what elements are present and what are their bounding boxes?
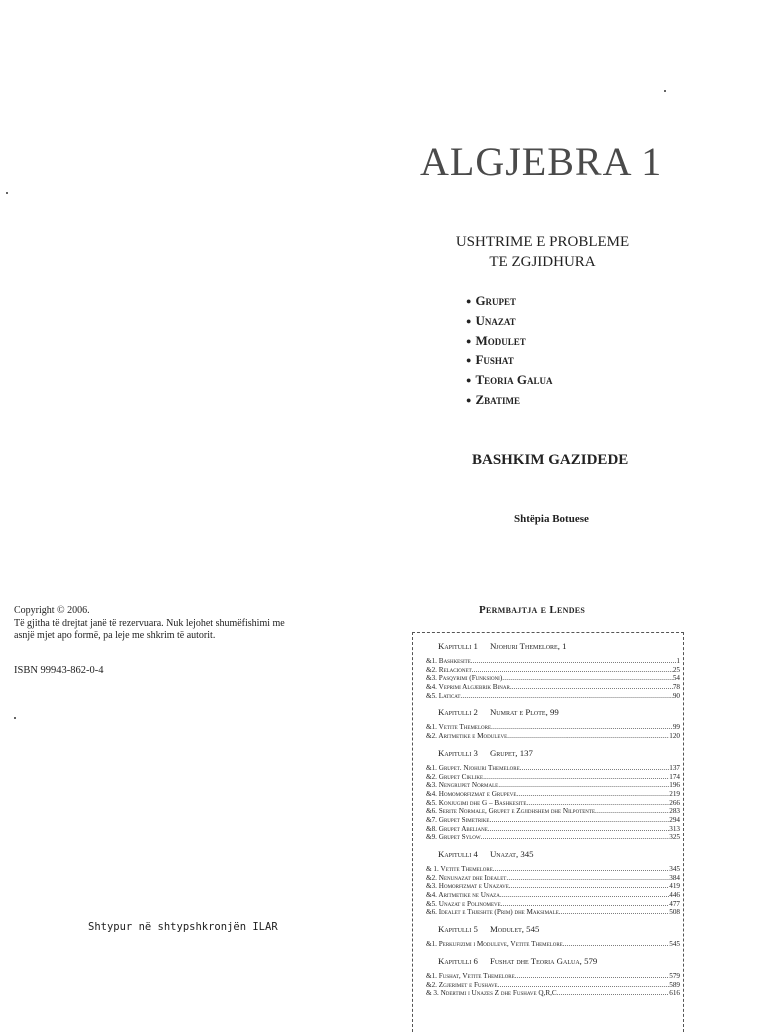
table-of-contents	[412, 632, 684, 1032]
toc-entry	[426, 773, 680, 782]
toc-entry	[426, 865, 680, 874]
toc-page-number: 508	[669, 908, 680, 917]
chapter-entries	[426, 972, 683, 998]
toc-page-number: 99	[672, 723, 680, 732]
toc-entry-text: &1. Grupet. Njohuri Themelore	[426, 763, 520, 772]
scan-speck	[664, 90, 666, 92]
toc-page-number: 446	[669, 891, 680, 900]
toc-page-number: 283	[669, 807, 680, 816]
topic-item	[466, 292, 552, 312]
toc-page-number: 345	[669, 865, 680, 873]
dot-leader	[481, 833, 670, 842]
toc-entry-text: &3. Nengrupet Normale	[426, 781, 499, 790]
copyright-line-3: asnjë mjet apo formë, pa leje me shkrim të autorit.	[14, 630, 216, 642]
topic-label: Unazat	[475, 312, 516, 328]
chapter-label: Kapitulli 4	[438, 849, 478, 859]
toc-entry	[426, 816, 680, 825]
toc-entry-text: &8. Grupet Abeliane	[426, 824, 488, 833]
toc-page-number: 25	[672, 665, 680, 674]
chapter-entries	[426, 940, 683, 949]
dot-leader	[472, 666, 673, 675]
chapter-title: Fushat dhe Teoria Galua, 579	[489, 955, 598, 966]
chapter-heading	[438, 748, 683, 758]
chapter-entries	[426, 723, 683, 740]
toc-entry-text: &2. Relacionet	[426, 665, 472, 674]
toc-page-number: 545	[669, 940, 680, 949]
chapter-label: Kapitulli 1	[438, 641, 478, 651]
printer-note: Shtypur në shtypshkronjën ILAR	[88, 921, 278, 933]
toc-entry	[426, 723, 680, 732]
bullet-icon: ●	[466, 355, 472, 366]
dot-leader	[595, 807, 669, 816]
toc-entry-text: & 3. Ndertimi i Unazes Z dhe Fushave Q,R,C	[426, 989, 557, 998]
toc-entry	[426, 900, 680, 909]
toc-entry	[426, 972, 680, 981]
chapter-entries	[426, 865, 683, 917]
chapter-title: Njohuri Themelore, 1	[489, 641, 567, 651]
toc-page-number: 196	[669, 781, 680, 790]
chapter-label: Kapitulli 3	[438, 747, 478, 758]
toc-page-number: 477	[669, 899, 680, 908]
dot-leader	[471, 657, 677, 666]
toc-page-number: 294	[669, 815, 680, 824]
toc-page-number: 419	[669, 882, 680, 891]
chapter-title: Grupet, 137	[489, 747, 533, 758]
topic-label: Teoria Galua	[475, 372, 553, 388]
chapter-heading	[438, 849, 683, 859]
topic-item	[466, 351, 552, 371]
toc-entry	[426, 874, 680, 883]
toc-entry-text: &1. Vetite Themelore	[426, 723, 491, 732]
toc-entry	[426, 882, 680, 891]
toc-entry-text: &3. Homorfizmat e Unazave	[426, 882, 509, 891]
toc-page-number: 219	[669, 789, 680, 798]
dot-leader	[510, 683, 673, 692]
dot-leader	[515, 972, 670, 981]
topics-list	[466, 292, 552, 411]
toc-page-number: 589	[669, 980, 680, 989]
chapter-heading	[438, 641, 683, 651]
toc-entry	[426, 764, 680, 773]
toc-page-number: 137	[669, 763, 680, 772]
chapter-title: Numrat e Plote, 99	[489, 707, 559, 718]
toc-entry-text: &1. Bashkesite	[426, 657, 471, 665]
copyright-line-1: Copyright © 2006.	[14, 605, 90, 616]
toc-entry-text: &2. Nenunazat dhe Idealet	[426, 873, 507, 882]
dot-leader	[563, 940, 669, 949]
toc-entry-text: &4. Aritmetike ne Unaza	[426, 891, 500, 900]
toc-page-number: 120	[669, 732, 680, 741]
toc-page-number: 54	[672, 674, 680, 683]
dot-leader	[500, 891, 669, 900]
toc-entry-text: &5. Unazat e Polinomeve	[426, 899, 501, 908]
toc-entry-text: &2. Aritmetike e Moduleve	[426, 732, 508, 741]
chapter-heading	[438, 924, 683, 934]
dot-leader	[498, 781, 669, 790]
chapter-entries	[426, 764, 683, 842]
chapter-label: Kapitulli 6	[438, 955, 478, 966]
dot-leader	[502, 674, 673, 683]
dot-leader	[493, 865, 669, 874]
toc-entry-text: &3. Pasqyrimi (Funksioni)	[426, 674, 503, 683]
toc-entry-text: &6. Serite Normale, Grupet e Zgjidhshem dhe Nilpotente	[426, 807, 596, 816]
dot-leader	[501, 900, 670, 909]
dot-leader	[507, 732, 669, 741]
toc-entry	[426, 825, 680, 834]
dot-leader	[526, 799, 669, 808]
scan-speck	[14, 717, 16, 719]
copyright-notice	[14, 605, 314, 643]
subtitle-line-2: TE ZGJIDHURA	[489, 254, 596, 270]
toc-page-number: 90	[672, 691, 680, 700]
topic-item	[466, 371, 552, 391]
dot-leader	[509, 882, 669, 891]
isbn-number: ISBN 99943-862-0-4	[14, 665, 104, 676]
topic-label: Grupet	[475, 293, 517, 308]
toc-entry-text: &2. Zgjerimet e Fushave	[426, 980, 498, 989]
toc-entry	[426, 666, 680, 675]
toc-entry-text: &4. Veprimi Algjebrik Binar	[426, 683, 510, 692]
topic-item	[466, 391, 552, 411]
toc-entry-text: &7. Grupet Simetrike	[426, 815, 490, 824]
bullet-icon: ●	[466, 335, 472, 346]
toc-page-number: 1	[676, 657, 680, 665]
toc-entry	[426, 807, 680, 816]
toc-page-number: 325	[669, 833, 680, 842]
toc-title: Permbajtja e Lendes	[479, 604, 586, 616]
chapter-entries	[426, 657, 683, 700]
chapter-label: Kapitulli 2	[438, 707, 478, 718]
chapter-heading	[438, 707, 683, 717]
bullet-icon: ●	[466, 315, 472, 326]
copyright-line-2: Të gjitha të drejtat janë të rezervuara. Nuk lejohet shumëfishimi me	[14, 617, 285, 629]
dot-leader	[559, 908, 669, 917]
topic-label: Fushat	[475, 352, 514, 368]
toc-page-number: 78	[672, 683, 680, 692]
toc-entry-text: & 1. Vetite Themelore	[426, 865, 493, 873]
dot-leader	[557, 989, 670, 998]
toc-page-number: 174	[669, 772, 680, 781]
toc-entry	[426, 891, 680, 900]
dot-leader	[506, 874, 669, 883]
chapter-heading	[438, 956, 683, 966]
topic-label: Modulet	[475, 332, 526, 348]
chapter-label: Kapitulli 5	[438, 924, 478, 935]
topic-item	[466, 312, 552, 332]
toc-page-number: 616	[669, 989, 680, 998]
toc-entry	[426, 683, 680, 692]
topic-label: Zbatime	[475, 391, 520, 407]
chapter-title: Unazat, 345	[489, 849, 534, 859]
toc-entry-text: &5. Konjugimi dhe G – Bashkesite	[426, 798, 527, 807]
book-title: ALGJEBRA 1	[420, 139, 663, 184]
author-name: BASHKIM GAZIDEDE	[472, 452, 629, 468]
toc-entry-text: &6. Idealet e Thjeshte (Prim) dhe Maksimale	[426, 908, 559, 917]
toc-entry	[426, 674, 680, 683]
toc-entry	[426, 657, 680, 666]
toc-entry	[426, 799, 680, 808]
toc-entry	[426, 781, 680, 790]
publisher-name: Shtëpia Botuese	[514, 513, 589, 525]
chapter-title: Modulet, 545	[489, 924, 540, 935]
dot-leader	[520, 764, 670, 773]
toc-entry	[426, 833, 680, 842]
scan-speck	[6, 192, 8, 194]
subtitle-line-1: USHTRIME E PROBLEME	[455, 234, 630, 250]
toc-page-number: 313	[669, 824, 680, 833]
toc-entry-text: &4. Homomorfizmat e Grupeve	[426, 789, 517, 798]
toc-entry	[426, 692, 680, 701]
toc-page-number: 266	[669, 798, 680, 807]
toc-entry-text: &9. Grupet Sylow	[426, 833, 481, 842]
toc-page-number: 384	[669, 873, 680, 882]
dot-leader	[491, 723, 673, 732]
book-subtitle	[430, 232, 655, 272]
toc-entry-text: &2. Grupet Ciklike	[426, 772, 484, 781]
toc-entry-text: &1. Perkufizimi i Moduleve, Vetite Themelore	[426, 940, 563, 949]
toc-entry-text: &5. Laticat	[426, 691, 461, 700]
bullet-icon: ●	[466, 375, 472, 386]
dot-leader	[483, 773, 669, 782]
dot-leader	[498, 981, 670, 990]
bullet-icon: ●	[466, 394, 472, 405]
toc-entry	[426, 981, 680, 990]
dot-leader	[460, 692, 672, 701]
toc-page-number: 579	[669, 971, 680, 980]
toc-entry	[426, 989, 680, 998]
toc-entry	[426, 908, 680, 917]
dot-leader	[489, 816, 669, 825]
bullet-icon: ●	[466, 296, 472, 306]
toc-entry-text: &1. Fushat, Vetite Themelore	[426, 971, 515, 980]
dot-leader	[488, 825, 669, 834]
dot-leader	[516, 790, 669, 799]
toc-entry	[426, 940, 680, 949]
topic-item	[466, 332, 552, 352]
toc-entry	[426, 732, 680, 741]
toc-entry	[426, 790, 680, 799]
